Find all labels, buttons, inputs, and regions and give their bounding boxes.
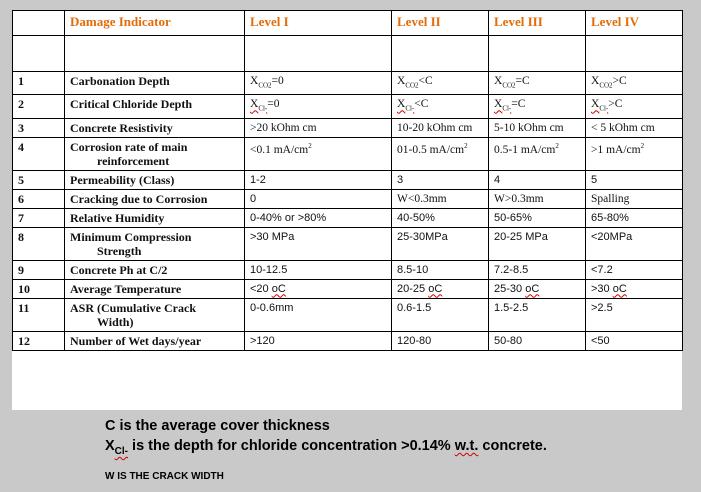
x-subscript: Cl-	[114, 445, 129, 457]
row-level-2	[392, 95, 489, 118]
row-level-2: W<0.3mm	[392, 189, 489, 208]
row-indicator	[65, 137, 245, 170]
table-frame	[12, 10, 682, 410]
row-level-3: 50-65%	[489, 208, 586, 227]
row-level-2	[392, 137, 489, 170]
formula-text: $X_{Cl-}>C$	[591, 98, 623, 113]
formula-text: 20-25 oC	[397, 282, 443, 295]
header-number	[13, 11, 65, 36]
row-level-3: W>0.3mm	[489, 189, 586, 208]
row-indicator	[65, 298, 245, 331]
row-level-3: 4	[489, 170, 586, 189]
formula-text: 25-30 oC	[494, 282, 540, 295]
row-level-1: 0-40% or >80%	[245, 208, 392, 227]
row-number: 6	[13, 189, 65, 208]
row-level-4	[586, 95, 683, 118]
row-level-3	[489, 72, 586, 95]
row-number: 2	[13, 95, 65, 118]
table-row	[13, 118, 683, 137]
row-level-4: 65-80%	[586, 208, 683, 227]
blank-cell	[489, 36, 586, 72]
row-level-4: >2.5	[586, 298, 683, 331]
row-indicator: Relative Humidity	[65, 208, 245, 227]
damage-indicator-table	[12, 10, 683, 351]
row-level-4: < 5 kOhm cm	[586, 118, 683, 137]
header-level-4: Level IV	[586, 11, 683, 36]
row-number: 1	[13, 72, 65, 95]
formula-text: <20 oC	[250, 282, 286, 295]
row-indicator: Critical Chloride Depth	[65, 95, 245, 118]
crack-width-note: W IS THE CRACK WIDTH	[105, 471, 224, 482]
header-level-1: Level I	[245, 11, 392, 36]
row-level-3	[489, 137, 586, 170]
row-number: 7	[13, 208, 65, 227]
blank-row	[13, 36, 683, 72]
row-level-2: 40-50%	[392, 208, 489, 227]
row-level-2	[392, 279, 489, 298]
row-indicator: Average Temperature	[65, 279, 245, 298]
row-number: 4	[13, 137, 65, 170]
row-level-4	[586, 137, 683, 170]
cover-thickness-note: C is the average cover thickness	[105, 418, 330, 434]
table-row	[13, 170, 683, 189]
row-level-1: >120	[245, 331, 392, 350]
row-level-2: 8.5-10	[392, 260, 489, 279]
row-indicator: Number of Wet days/year	[65, 331, 245, 350]
row-level-1	[245, 279, 392, 298]
formula-text: <0.1 $mA/cm^2$	[250, 142, 312, 157]
indicator-line-2: Width)	[97, 314, 134, 329]
formula-text: >30 oC	[591, 282, 627, 295]
formula-text: 0.5-1 $mA/cm^2$	[494, 142, 559, 157]
table-row	[13, 137, 683, 170]
formula-text: $X_{CO2}<C$	[397, 75, 433, 90]
header-row	[13, 11, 683, 36]
formula-text: $X_{Cl-}=C$	[494, 98, 526, 113]
header-damage-indicator: Damage Indicator	[65, 11, 245, 36]
row-level-2: 120-80	[392, 331, 489, 350]
row-indicator: Cracking due to Corrosion	[65, 189, 245, 208]
formula-text: $X_{CO2}=C$	[494, 75, 530, 90]
row-level-1: 0	[245, 189, 392, 208]
blank-cell	[65, 36, 245, 72]
row-number: 11	[13, 298, 65, 331]
chloride-depth-note	[105, 438, 547, 457]
row-level-1: >20 kOhm cm	[245, 118, 392, 137]
formula-text: $X_{Cl-}=0$	[250, 98, 280, 113]
formula-text: $X_{CO2}=0$	[250, 75, 284, 90]
row-level-4: Spalling	[586, 189, 683, 208]
row-level-3: 50-80	[489, 331, 586, 350]
indicator-line-1: ASR (Cumulative Crack	[70, 300, 196, 315]
header-level-3: Level III	[489, 11, 586, 36]
row-number: 9	[13, 260, 65, 279]
row-level-2: 25-30MPa	[392, 227, 489, 260]
row-level-4: <7.2	[586, 260, 683, 279]
row-level-2	[392, 72, 489, 95]
indicator-line-2: Strength	[97, 243, 142, 258]
row-level-1	[245, 95, 392, 118]
table-row	[13, 260, 683, 279]
row-level-2: 0.6-1.5	[392, 298, 489, 331]
row-level-3: 20-25 MPa	[489, 227, 586, 260]
x-symbol: X	[105, 438, 115, 454]
row-number: 3	[13, 118, 65, 137]
row-level-3	[489, 95, 586, 118]
row-number: 5	[13, 170, 65, 189]
blank-cell	[586, 36, 683, 72]
row-level-1: 0-0.6mm	[245, 298, 392, 331]
note-end: concrete.	[478, 438, 547, 454]
row-level-3	[489, 279, 586, 298]
row-level-1	[245, 137, 392, 170]
row-indicator: Carbonation Depth	[65, 72, 245, 95]
table-row	[13, 331, 683, 350]
row-level-2: 3	[392, 170, 489, 189]
row-indicator: Concrete Resistivity	[65, 118, 245, 137]
row-level-2: 10-20 kOhm cm	[392, 118, 489, 137]
table-row	[13, 279, 683, 298]
row-level-1	[245, 72, 392, 95]
row-level-1: 10-12.5	[245, 260, 392, 279]
row-level-1: 1-2	[245, 170, 392, 189]
note-mid: is the depth for chloride concentration >0.14%	[128, 438, 455, 454]
blank-cell	[245, 36, 392, 72]
row-indicator	[65, 227, 245, 260]
table-row	[13, 208, 683, 227]
note-wt: w.t.	[454, 438, 479, 454]
blank-cell	[13, 36, 65, 72]
table-row	[13, 95, 683, 118]
row-indicator: Permeability (Class)	[65, 170, 245, 189]
header-level-2: Level II	[392, 11, 489, 36]
formula-text: >1 $mA/cm^2$	[591, 142, 645, 157]
row-level-4	[586, 72, 683, 95]
formula-text: $X_{CO2}>C$	[591, 75, 627, 90]
indicator-line-1: Corrosion rate of main	[70, 139, 188, 154]
table-row	[13, 298, 683, 331]
blank-cell	[392, 36, 489, 72]
row-level-3: 5-10 kOhm cm	[489, 118, 586, 137]
row-level-4: <50	[586, 331, 683, 350]
row-level-3: 1.5-2.5	[489, 298, 586, 331]
row-number: 12	[13, 331, 65, 350]
table-row	[13, 189, 683, 208]
row-number: 8	[13, 227, 65, 260]
indicator-line-1: Minimum Compression	[70, 229, 192, 244]
table-row	[13, 72, 683, 95]
row-indicator: Concrete Ph at C/2	[65, 260, 245, 279]
row-level-4	[586, 279, 683, 298]
row-number: 10	[13, 279, 65, 298]
row-level-4: 5	[586, 170, 683, 189]
formula-text: $X_{Cl-}<C$	[397, 98, 429, 113]
row-level-1: >30 MPa	[245, 227, 392, 260]
indicator-line-2: reinforcement	[97, 153, 170, 168]
row-level-3: 7.2-8.5	[489, 260, 586, 279]
row-level-4: <20MPa	[586, 227, 683, 260]
formula-text: 01-0.5 $mA/cm^2$	[397, 142, 468, 157]
table-row	[13, 227, 683, 260]
